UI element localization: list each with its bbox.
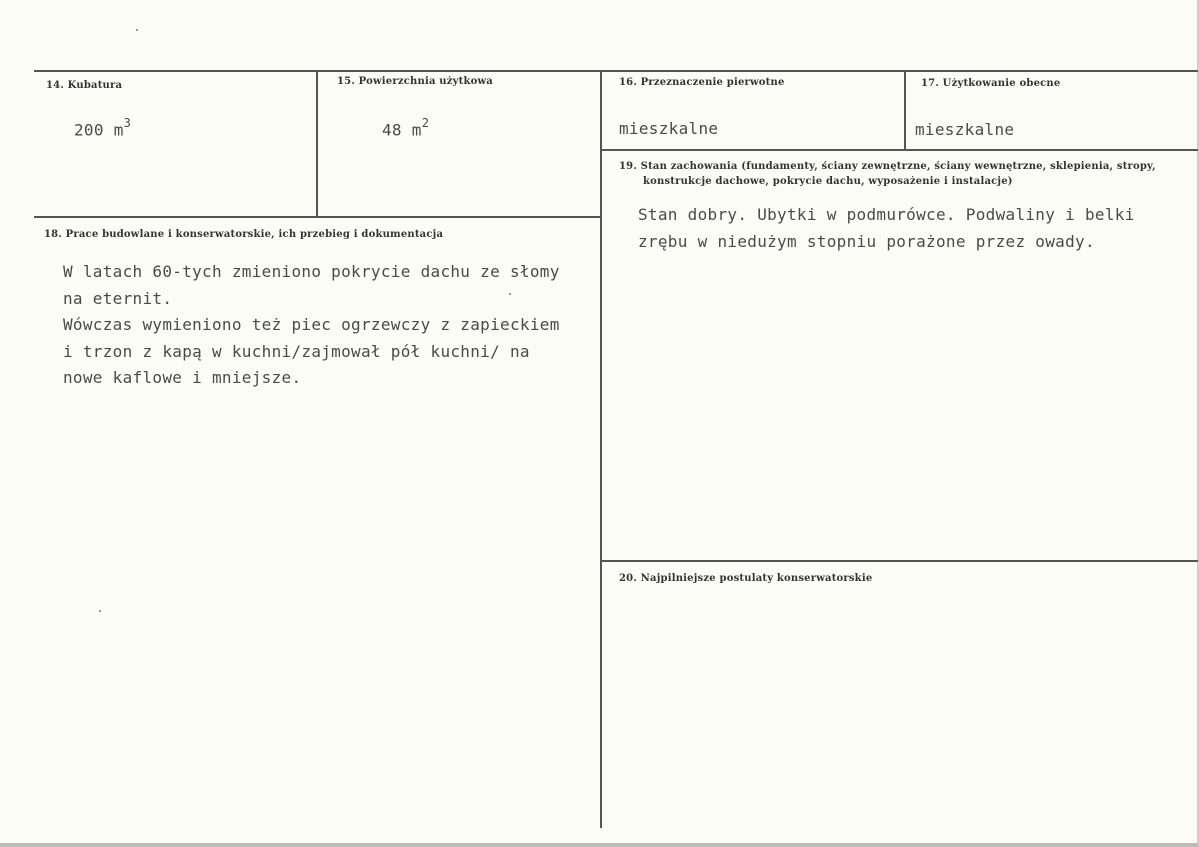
divider-center [600, 70, 602, 828]
field-18-line: W latach 60-tych zmieniono pokrycie dachu ze słomy [63, 262, 560, 281]
field-14-number: 200 m [74, 120, 124, 140]
field-19-line: zrębu w niedużym stopniu porażone przez owady. [638, 231, 1095, 251]
field-14-label: 14. Kubatura [46, 80, 123, 91]
field-16-label: 16. Przeznaczenie pierwotne [619, 77, 785, 88]
field-14-exponent: 3 [123, 116, 132, 130]
paper-speck [509, 293, 511, 295]
field-18-text [63, 259, 560, 392]
field-15-value [382, 118, 429, 139]
field-14-value [74, 118, 131, 139]
rule-under-19 [600, 560, 1198, 562]
field-18-label: 18. Prace budowlane i konserwatorskie, ich przebieg i dokumentacja [44, 229, 444, 240]
field-19-label-line2: konstrukcje dachowe, pokrycie dachu, wyposażenie i instalacje) [643, 176, 1013, 187]
field-16-value: mieszkalne [619, 119, 719, 138]
field-17-label: 17. Użytkowanie obecne [921, 78, 1061, 89]
field-19-line: Stan dobry. Ubytki w podmurówce. Podwaliny i belki [638, 205, 1135, 224]
field-18-line: na eternit. [63, 288, 173, 308]
field-17-value: mieszkalne [915, 120, 1015, 139]
divider-16-17 [904, 70, 906, 150]
field-18-line: nowe kaflowe i mniejsze. [63, 368, 302, 387]
field-19-text [638, 202, 1135, 255]
divider-14-15 [316, 70, 318, 218]
field-18-line: i trzon z kapą w kuchni/zajmował pół kuchni/ na [63, 341, 530, 361]
paper-speck [99, 610, 101, 612]
field-15-number: 48 m [382, 120, 422, 140]
field-15-exponent: 2 [421, 116, 430, 130]
field-18-line: Wówczas wymieniono też piec ogrzewczy z zapieckiem [63, 315, 560, 334]
rule-under-16-17 [600, 149, 1198, 151]
field-15-label: 15. Powierzchnia użytkowa [337, 76, 493, 87]
top-rule [34, 70, 1198, 72]
field-20-label: 20. Najpilniejsze postulaty konserwatorskie [619, 573, 873, 584]
field-19-label-line1: 19. Stan zachowania (fundamenty, ściany zewnętrzne, ściany wewnętrzne, sklepienia, stropy, [619, 161, 1156, 172]
paper-speck [136, 29, 138, 31]
rule-under-14-15 [34, 216, 602, 218]
